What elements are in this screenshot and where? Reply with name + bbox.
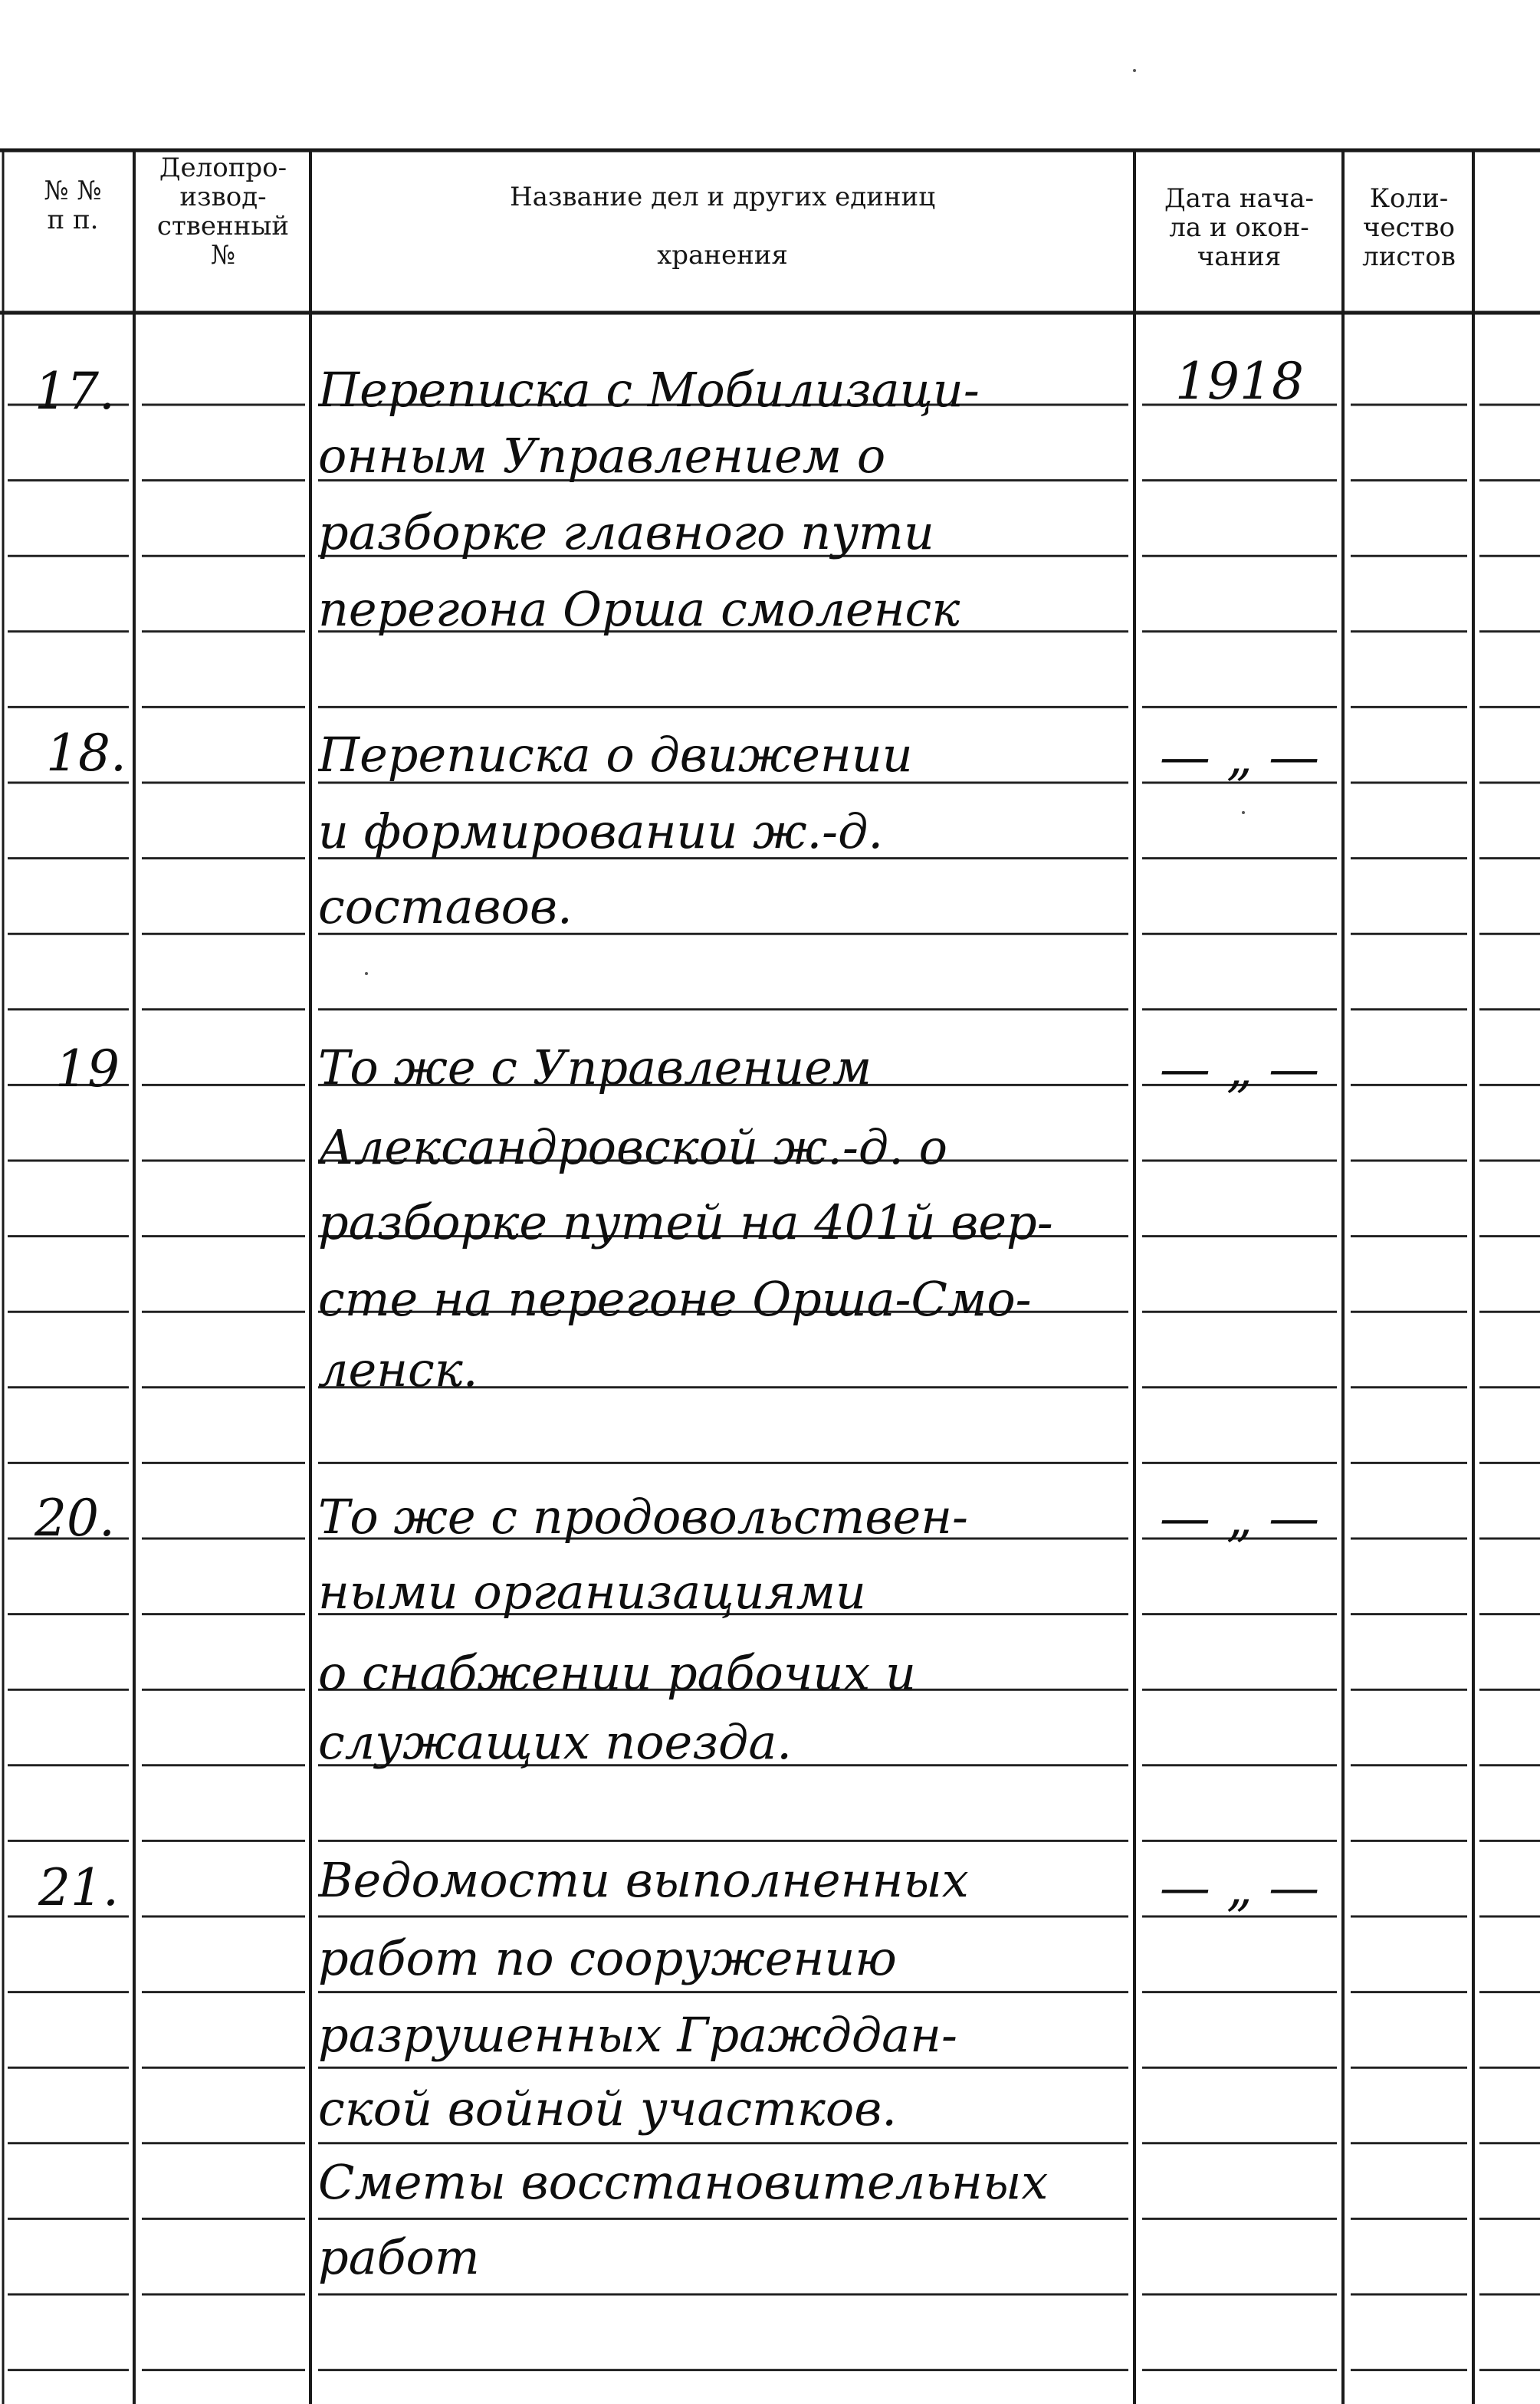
entry-number: 21. <box>38 1858 119 1917</box>
header-col-sheets: Коли- чество листов <box>1362 183 1456 272</box>
entry-title-line: ными организациями <box>318 1565 866 1619</box>
header-col-number: № № п п. <box>44 176 102 235</box>
header-col-title: Название дел и других единиц хранения <box>509 182 936 271</box>
entry-title-line: о снабжении рабочих и <box>318 1647 916 1700</box>
entry-date: — „ — <box>1159 1489 1320 1548</box>
entry-title-line: ленск. <box>318 1343 478 1397</box>
entry-title-line: То же с Управлением <box>318 1041 872 1095</box>
header-col-record-number: Делопро- извод- ственный № <box>156 153 290 271</box>
entry-title-line: составов. <box>318 880 573 934</box>
entry-title-line: служащих поезда. <box>318 1716 793 1769</box>
entry-title-line: разрушенных Гражддан- <box>318 2008 957 2062</box>
entry-title-line: перегона Орша смоленск <box>318 583 960 636</box>
entry-date: 1918 <box>1175 352 1304 411</box>
entry-title-line: онным Управлением о <box>318 429 886 483</box>
entry-title-line: разборке главного пути <box>318 506 934 560</box>
entry-title-line: ской войной участков. <box>318 2082 898 2136</box>
entry-title-line: сте на перегоне Орша-Смо- <box>318 1273 1032 1326</box>
entry-title-line: разборке путей на 401й вер- <box>318 1196 1053 1250</box>
entry-date: — „ — <box>1159 1039 1320 1099</box>
entry-title-line: Переписка с Мобилизаци- <box>318 363 980 417</box>
entry-date: — „ — <box>1159 727 1320 787</box>
entry-title-line: Сметы восстановительных <box>318 2156 1049 2209</box>
entry-title-line: То же с продовольствен- <box>318 1490 968 1544</box>
entry-title-line: работ <box>318 2231 480 2284</box>
header-col-dates: Дата нача- ла и окон- чания <box>1164 183 1314 272</box>
entry-number: 17. <box>34 362 115 421</box>
entry-title-line: Александровской ж.-д. о <box>318 1121 947 1174</box>
entry-title-line: и формировании ж.-д. <box>318 805 884 859</box>
entry-number: 18. <box>46 724 126 783</box>
entry-number: 19 <box>55 1039 120 1099</box>
entry-title-line: Ведомости выполненных <box>318 1854 969 1907</box>
entry-title-line: работ по сооружению <box>318 1932 897 1985</box>
entry-title-line: Переписка о движении <box>318 728 913 782</box>
entry-number: 20. <box>34 1489 115 1548</box>
entry-date: — „ — <box>1159 1858 1320 1917</box>
